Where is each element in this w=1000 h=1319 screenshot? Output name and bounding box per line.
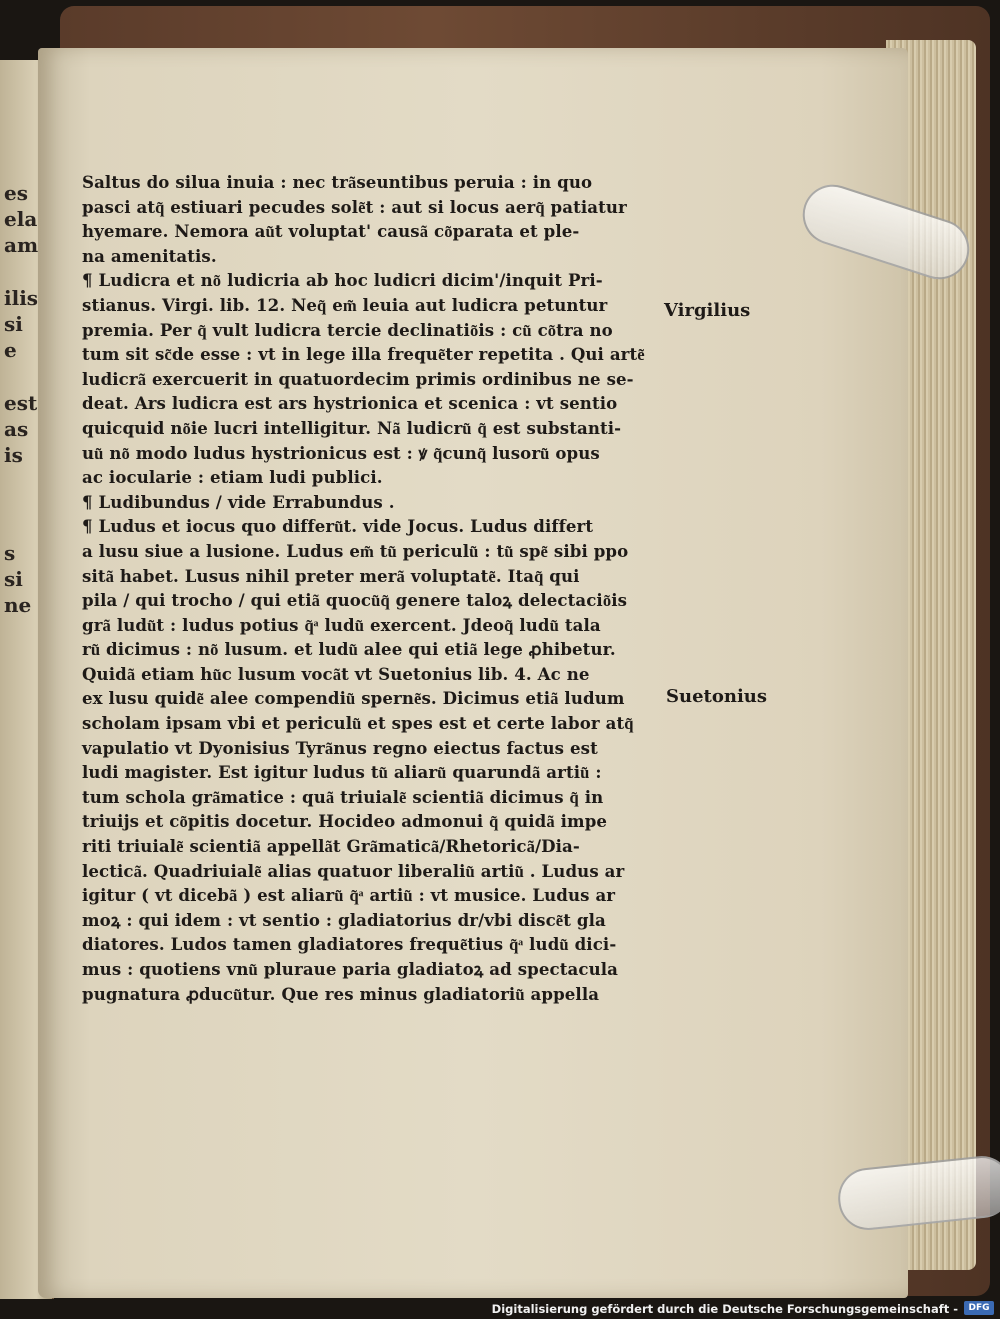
footer-bar: [0, 1299, 1000, 1319]
text-line: moꝝ : qui idem : vt sentio : gladiatorius dr/vbi disce͂t gla: [82, 909, 606, 930]
text-line: premia. Per q͂ vult ludicra tercie declinatio͂is : cu͂ co͂tra no: [82, 319, 613, 340]
text-line: ludi magister. Est igitur ludus tu͂ aliaru͂ quarunda͂ artiu͂ :: [82, 762, 602, 783]
text-line: mus : quotiens vnu͂ pluraue paria gladiatoꝝ ad spectacula: [82, 959, 618, 979]
text-line: deat. Ars ludicra est ars hystrionica et scenica : vt sentio: [82, 393, 618, 414]
text-line: gra͂ ludu͂t : ludus potius q͂ͣ ludu͂ exercent. Jdeoq͂ ludu͂ tala: [82, 614, 601, 635]
text-line: a lusu siue a lusione. Ludus em͂ tu͂ periculu͂ : tu͂ spe͂ sibi ppo: [82, 540, 629, 561]
marginal-note-virgilius: Virgilius: [664, 300, 751, 321]
text-block: [82, 170, 662, 1006]
text-line: hyemare. Nemora au͂t voluptat' causa͂ co͂parata et ple-: [82, 221, 580, 242]
text-line: ex lusu quide͂ alee compendiu͂ sperne͂s. Dicimus etia͂ ludum: [82, 688, 625, 709]
text-line: ¶ Ludicra et no͂ ludicria ab hoc ludicri dicim'/inquit Pri-: [82, 270, 603, 291]
text-line: triuijs et co͂pitis docetur. Hocideo admonui q͂ quida͂ impe: [82, 811, 608, 832]
text-line: scholam ipsam vbi et periculu͂ et spes est et certe labor atq͂: [82, 713, 634, 734]
text-line: ludicra͂ exercuerit in quatuordecim primis ordinibus ne se-: [82, 368, 634, 389]
text-line: stianus. Virgi. lib. 12. Neq͂ em͂ leuia aut ludicra petuntur: [82, 294, 608, 315]
text-line: pasci atq͂ estiuari pecudes sole͂t : aut si locus aerq͂ patiatur: [82, 196, 627, 217]
left-page-fragment: est as is: [4, 391, 38, 467]
text-line: sita͂ habet. Lusus nihil preter mera͂ voluptate͂. Itaq͂ qui: [82, 565, 580, 586]
text-line: Saltus do silua inuia : nec tra͂seuntibus peruia : in quo: [82, 172, 593, 192]
text-line: na amenitatis.: [82, 245, 217, 266]
text-line: igitur ( vt diceba͂ ) est aliaru͂ q͂ͣ artiu͂ : vt musice. Ludus ar: [82, 885, 616, 906]
text-line: lectica͂. Quadriuiale͂ alias quatuor liberaliu͂ artiu͂ . Ludus ar: [82, 860, 625, 881]
text-line: ac iocularie : etiam ludi publici.: [82, 467, 383, 488]
text-line: diatores. Ludos tamen gladiatores freque͂tius q͂ͣ ludu͂ dici-: [82, 934, 617, 955]
text-line: pila / qui trocho / qui etia͂ quocu͂q͂ genere taloꝝ delectacio͂is: [82, 590, 628, 611]
text-line: tum schola gra͂matice : qua͂ triuiale͂ scientia͂ dicimus q͂ in: [82, 786, 604, 807]
text-line: ¶ Ludibundus / vide Errabundus .: [82, 491, 395, 512]
text-line: ru͂ dicimus : no͂ lusum. et ludu͂ alee qui etia͂ lege ꝓhibetur.: [82, 639, 616, 660]
text-line: tum sit sc͂de esse : vt in lege illa freque͂ter repetita . Qui arte͂: [82, 344, 645, 365]
text-line: pugnatura ꝓducu͂tur. Que res minus gladiatoriu͂ appella: [82, 983, 600, 1004]
text-line: Quida͂ etiam hu͂c lusum voca͂t vt Suetonius lib. 4. Ac ne: [82, 663, 590, 684]
text-line: vapulatio vt Dyonisius Tyra͂nus regno eiectus factus est: [82, 737, 598, 758]
dfg-logo: DFG: [964, 1301, 994, 1315]
marginal-note-suetonius: Suetonius: [666, 686, 768, 707]
text-line: riti triuiale͂ scientia͂ appella͂t Gra͂matica͂/Rhetorica͂/Dia-: [82, 836, 580, 857]
left-page-fragment: s si ne: [4, 541, 32, 617]
left-page-fragment: ilis si e: [4, 286, 39, 362]
text-line: uu͂ no͂ modo ludus hystrionicus est : ꝟ q͂cunq͂ lusoru͂ opus: [82, 442, 600, 463]
text-line: ¶ Ludus et iocus quo differu͂t. vide Jocus. Ludus differt: [82, 516, 594, 537]
text-line: quicquid no͂ie lucri intelligitur. Na͂ ludicru͂ q͂ est substanti-: [82, 417, 622, 438]
funding-credit: Digitalisierung gefördert durch die Deutsche Forschungsgemeinschaft -: [491, 1302, 958, 1316]
left-page-fragment: es ela am: [4, 181, 39, 257]
